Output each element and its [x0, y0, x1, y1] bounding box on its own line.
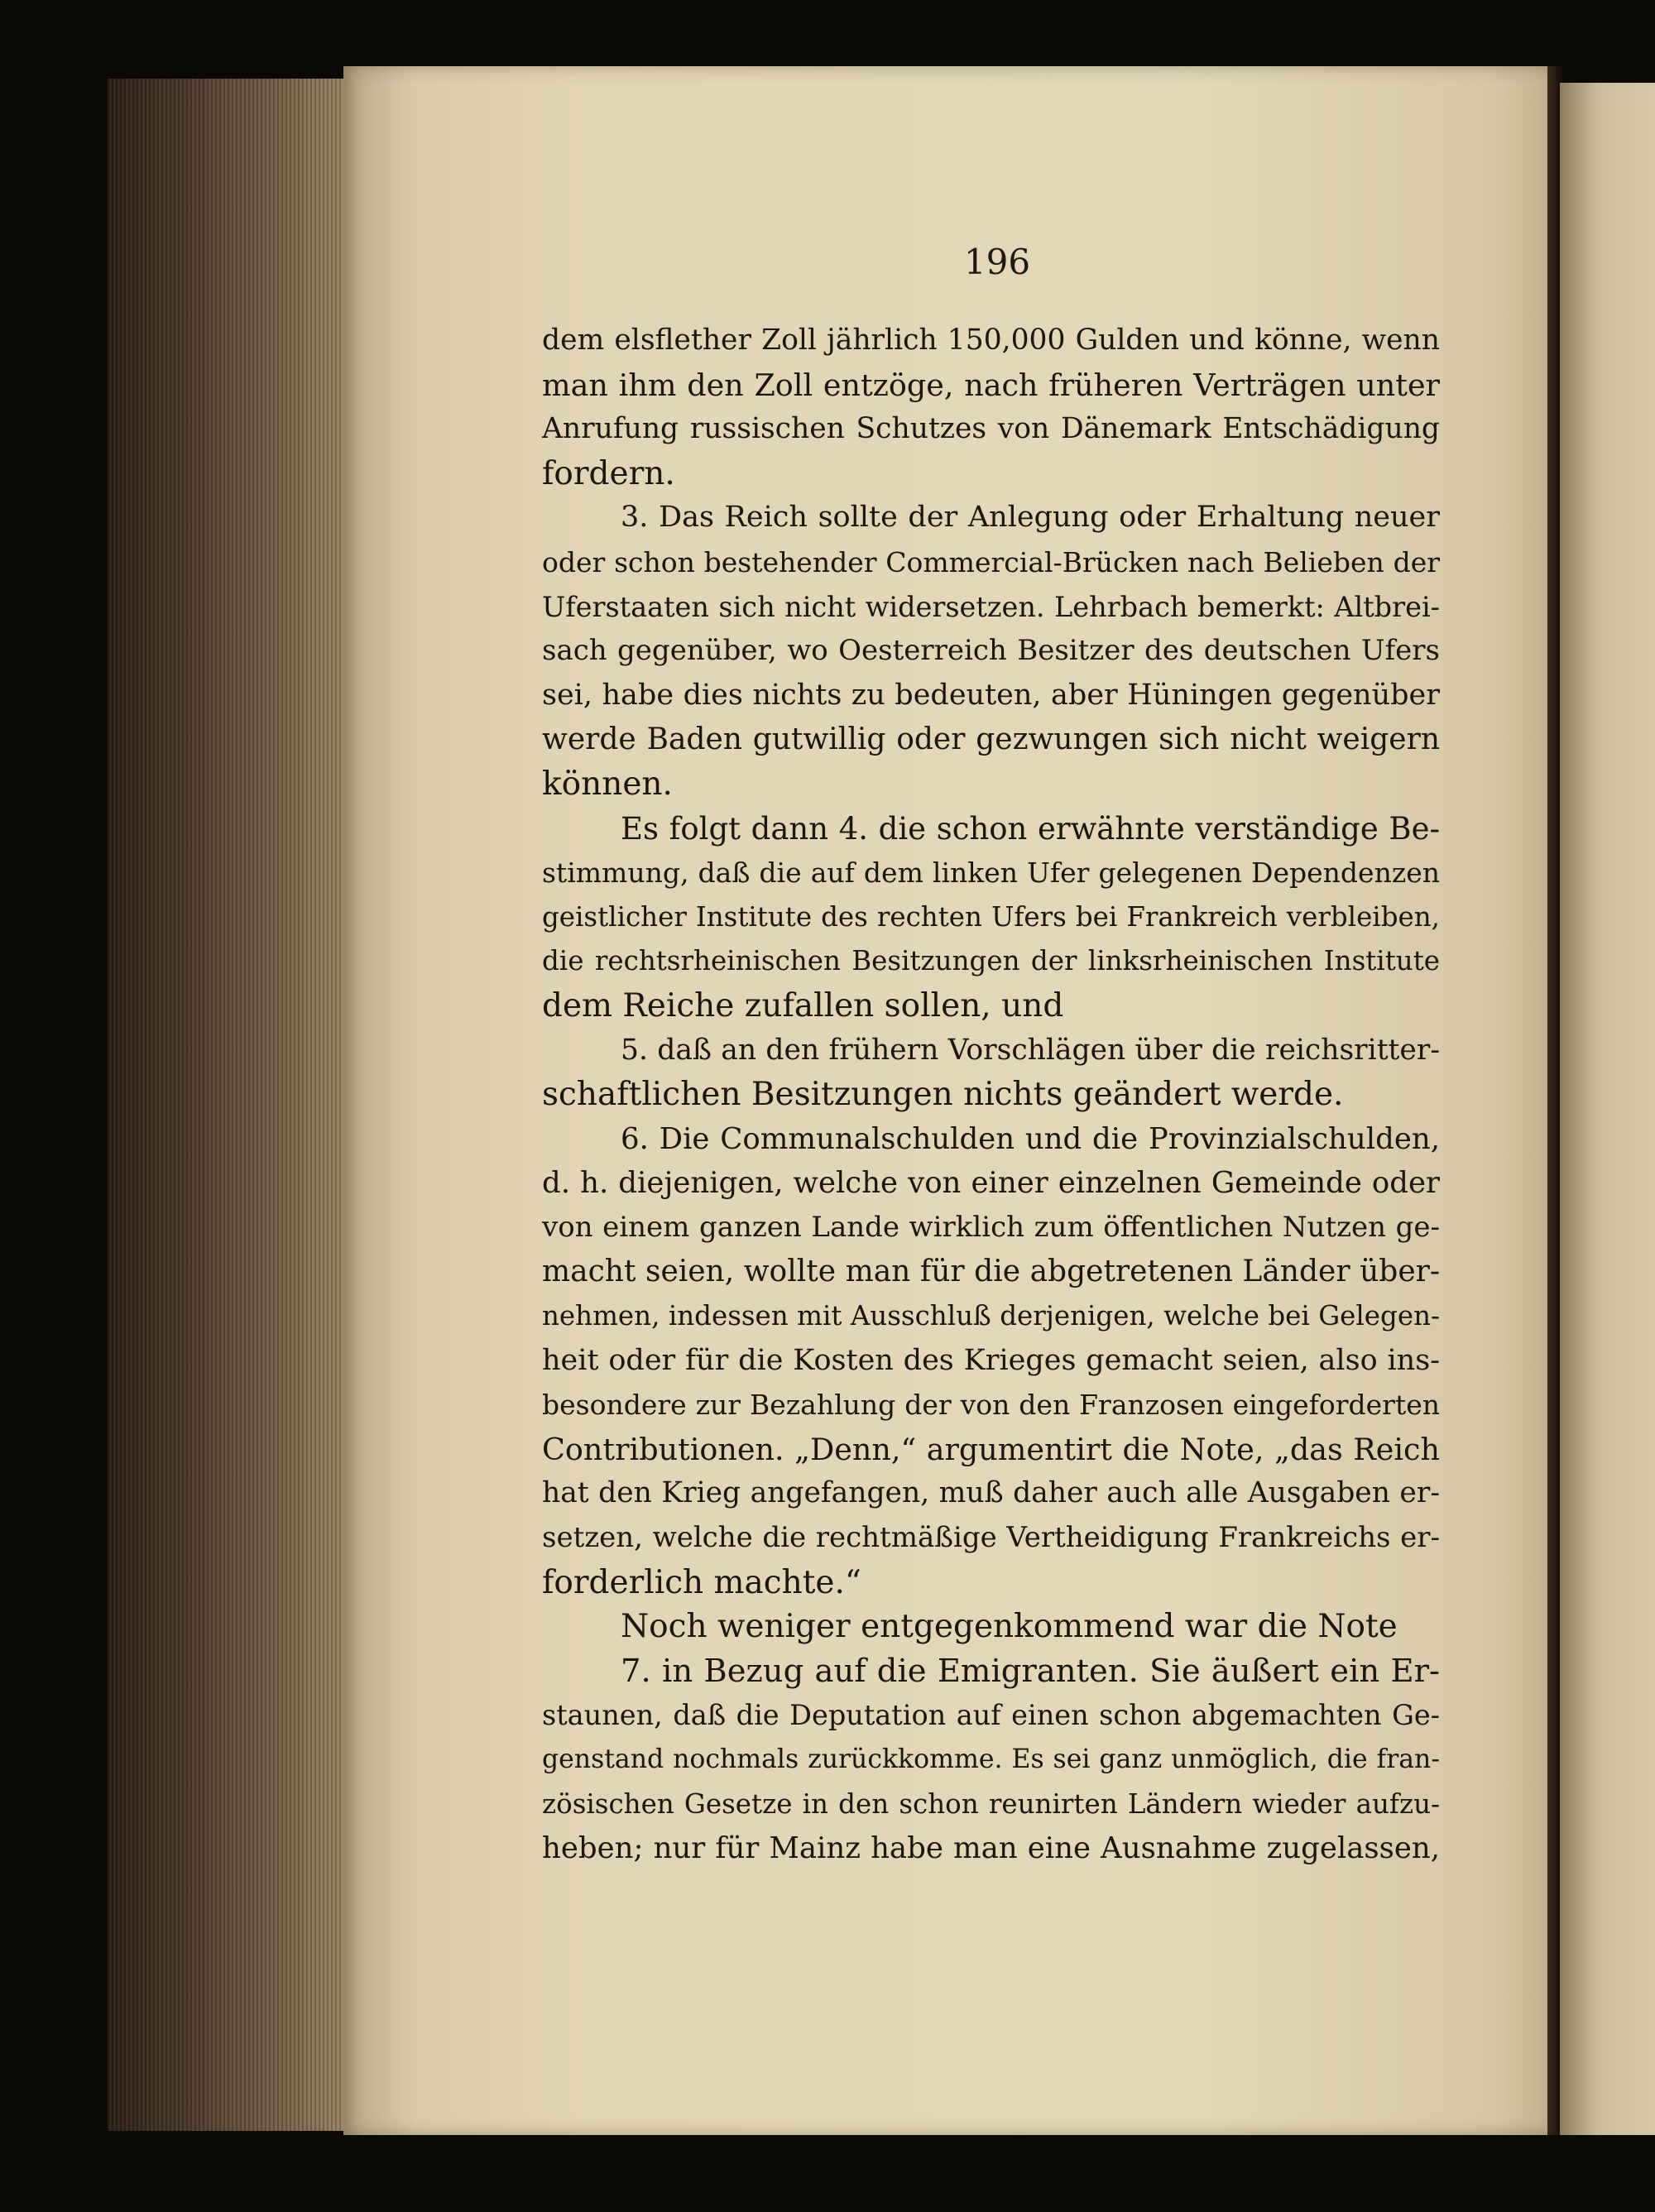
text-line: oder schon bestehender Commercial-Brücken nach Belieben der [542, 545, 1440, 578]
text-line: Uferstaaten sich nicht widersetzen. Lehrbach bemerkt: Altbrei- [542, 590, 1440, 623]
text-line: genstand nochmals zurückkomme. Es sei ganz unmöglich, die fran- [542, 1744, 1440, 1774]
text-line: Es folgt dann 4. die schon erwähnte verständige Be- [621, 810, 1440, 847]
text-line: 5. daß an den frühern Vorschlägen über die reichsritter- [621, 1033, 1440, 1067]
text-line: setzen, welche die rechtmäßige Vertheidigung Frankreichs er- [542, 1521, 1440, 1555]
text-line: werde Baden gutwillig oder gezwungen sich nicht weigern [542, 722, 1440, 757]
text-line: Anrufung russischen Schutzes von Dänemark Entschädigung [542, 412, 1440, 446]
text-line: d. h. diejenigen, welche von einer einzelnen Gemeinde oder [542, 1166, 1440, 1201]
text-line: staunen, daß die Deputation auf einen schon abgemachten Ge- [542, 1699, 1440, 1732]
text-line: zösischen Gesetze in den schon reunirten Ländern wieder aufzu- [542, 1787, 1440, 1820]
text-line: forderlich machte.“ [542, 1563, 861, 1601]
text-line: stimmung, daß die auf dem linken Ufer gelegenen Dependenzen [542, 856, 1440, 890]
text-line: können. [542, 765, 673, 803]
body-text [542, 319, 1440, 1871]
text-line: schaftlichen Besitzungen nichts geändert werde. [542, 1076, 1344, 1114]
text-line: besondere zur Bezahlung der von den Franzosen eingeforderten [542, 1389, 1440, 1422]
text-line: 3. Das Reich sollte der Anlegung oder Erhaltung neuer [621, 501, 1440, 535]
text-line: fordern. [542, 454, 675, 492]
book-page-edges [108, 79, 356, 2131]
text-line: macht seien, wollte man für die abgetretenen Länder über- [542, 1255, 1440, 1289]
text-line: hat den Krieg angefangen, muß daher auch alle Ausgaben er- [542, 1476, 1440, 1510]
text-line: Contributionen. „Denn,“ argumentirt die Note, „das Reich [542, 1431, 1440, 1467]
text-line: Noch weniger entgegenkommend war die Note [621, 1608, 1398, 1646]
text-line: geistlicher Institute des rechten Ufers bei Frankreich verbleiben, [542, 900, 1440, 933]
facing-page-edge [1560, 83, 1655, 2135]
text-line: 7. in Bezug auf die Emigranten. Sie äußert ein Er- [621, 1652, 1440, 1690]
text-line: nehmen, indessen mit Ausschluß derjenigen, welche bei Gelegen- [542, 1300, 1440, 1332]
text-line: man ihm den Zoll entzöge, nach früheren Verträgen unter [542, 367, 1440, 403]
text-line: 6. Die Communalschulden und die Provinzialschulden, [621, 1121, 1440, 1156]
text-line: heben; nur für Mainz habe man eine Ausnahme zugelassen, [542, 1831, 1440, 1866]
text-line: dem Reiche zufallen sollen, und [542, 986, 1064, 1024]
page-number: 196 [963, 242, 1031, 282]
text-line: sach gegenüber, wo Oesterreich Besitzer des deutschen Ufers [542, 634, 1440, 668]
text-line: sei, habe dies nichts zu bedeuten, aber Hüningen gegenüber [542, 678, 1440, 712]
text-line: von einem ganzen Lande wirklich zum öffentlichen Nutzen ge- [542, 1210, 1440, 1244]
text-line: heit oder für die Kosten des Krieges gemacht seien, also ins- [542, 1343, 1440, 1377]
text-line: die rechtsrheinischen Besitzungen der linksrheinischen Institute [542, 945, 1440, 977]
text-line: dem elsflether Zoll jährlich 150,000 Gulden und könne, wenn [542, 324, 1440, 357]
